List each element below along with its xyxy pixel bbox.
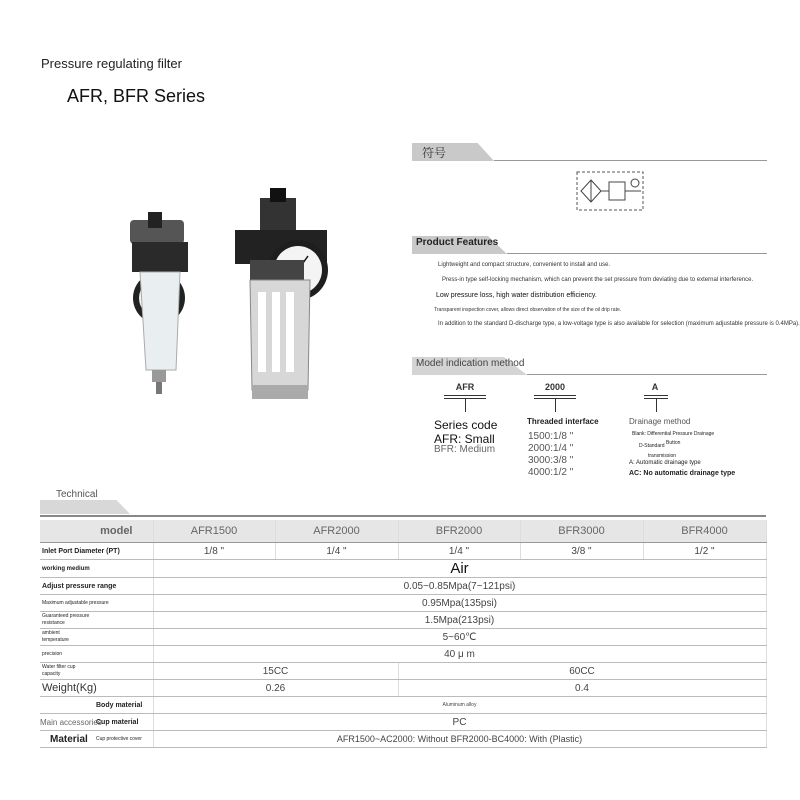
guarantee-sub: resistance bbox=[42, 620, 65, 626]
model-col: AFR1500 bbox=[153, 520, 275, 543]
table-cell: 0.05~0.85Mpa(7~121psi) bbox=[153, 578, 766, 595]
thread-option: 2000:1/4 " bbox=[528, 443, 574, 454]
table-row bbox=[40, 543, 766, 560]
table-cell: 5~60℃ bbox=[153, 629, 766, 646]
model-header: model bbox=[40, 520, 153, 543]
row-label: Inlet Port Diameter (PT) bbox=[40, 543, 153, 560]
table-row bbox=[40, 595, 766, 612]
temp-label: ambient bbox=[42, 630, 60, 636]
table-cell: 1/8 " bbox=[153, 543, 275, 560]
table-cell: 0.95Mpa(135psi) bbox=[153, 595, 766, 612]
row-label: Adjust pressure range bbox=[40, 578, 153, 595]
thread-option: 3000:3/8 " bbox=[528, 455, 574, 466]
model-col: BFR2000 bbox=[398, 520, 520, 543]
row-label: working medium bbox=[40, 560, 153, 578]
symbol-section-header bbox=[412, 143, 767, 161]
drain-ac: AC: No automatic drainage type bbox=[629, 470, 736, 477]
drain-transmission: transmission bbox=[648, 453, 677, 459]
row-label bbox=[40, 629, 153, 646]
table-cell: 0.26 bbox=[153, 680, 398, 697]
temp-sub: temperature bbox=[42, 637, 69, 643]
row-label bbox=[40, 731, 153, 748]
model-col: BFR4000 bbox=[643, 520, 766, 543]
model-code-series: AFR bbox=[455, 382, 475, 392]
table-row bbox=[40, 714, 766, 731]
cup-cover-label: Cup protective cover bbox=[96, 736, 142, 742]
tech-params-title-line1: Technical bbox=[56, 489, 98, 500]
row-label: Maximum adjustable pressure bbox=[40, 595, 153, 612]
feature-item: Transparent inspection cover, allows direct observation of the size of the oil drip rate. bbox=[434, 307, 622, 313]
feature-item: Lightweight and compact structure, convenient to install and use. bbox=[438, 262, 611, 268]
table-cell: 3/8 " bbox=[520, 543, 643, 560]
row-label: Weight(Kg) bbox=[40, 680, 153, 697]
table-cell: AFR1500~AC2000: Without BFR2000-BC4000: With (Plastic) bbox=[153, 731, 766, 748]
model-col: AFR2000 bbox=[275, 520, 398, 543]
cup-material-label: Cup material bbox=[96, 718, 139, 726]
table-row bbox=[40, 663, 766, 680]
table-cell: 60CC bbox=[398, 663, 766, 680]
table-cell: Air bbox=[153, 560, 766, 578]
table-row bbox=[40, 612, 766, 629]
feature-item: Press-in type self-locking mechanism, which can prevent the set pressure from deviating due to external interference. bbox=[442, 277, 754, 283]
body-material-label: Body material bbox=[96, 701, 143, 709]
table-cell: Aluminum alloy bbox=[153, 697, 766, 714]
table-cell: PC bbox=[153, 714, 766, 731]
row-label bbox=[40, 612, 153, 629]
table-cell: 1/2 " bbox=[643, 543, 766, 560]
guarantee-label: Guaranteed pressure bbox=[42, 613, 90, 619]
row-label bbox=[40, 697, 153, 714]
table-row bbox=[40, 731, 766, 748]
product-image bbox=[110, 180, 340, 410]
series-code-small: AFR: Small bbox=[434, 432, 495, 446]
thread-heading: Threaded interface bbox=[527, 417, 599, 426]
row-label: precision bbox=[40, 646, 153, 663]
drain-d-note: Button bbox=[666, 440, 681, 446]
drain-d-standard: D-Standard bbox=[639, 443, 665, 449]
table-row bbox=[40, 629, 766, 646]
table-cell: 0.4 bbox=[398, 680, 766, 697]
model-code-thread: 2000 bbox=[544, 382, 566, 392]
table-cell: 15CC bbox=[153, 663, 398, 680]
model-section-label: Model indication method bbox=[416, 358, 525, 369]
feature-item: In addition to the standard D-discharge type, a low-voltage type is also available for selection (maximum adjustable pressure is 0.4MPa). bbox=[438, 321, 800, 327]
cup-label: Water filter cup bbox=[42, 664, 76, 670]
pneumatic-symbol-icon bbox=[575, 170, 645, 212]
feature-item: Low pressure loss, high water distribution efficiency. bbox=[436, 292, 597, 299]
series-code-medium: BFR: Medium bbox=[434, 444, 496, 455]
page-title: AFR, BFR Series bbox=[67, 86, 206, 106]
material-label: Material bbox=[50, 733, 88, 745]
table-cell: 1/4 " bbox=[398, 543, 520, 560]
table-row bbox=[40, 697, 766, 714]
model-section-header bbox=[412, 357, 767, 375]
spec-table bbox=[40, 520, 767, 748]
table-header-row bbox=[40, 520, 766, 543]
model-code-drain: A bbox=[651, 382, 659, 392]
drain-blank: Blank: Differential Pressure Drainage bbox=[632, 431, 715, 437]
table-row bbox=[40, 578, 766, 595]
afr-unit-image bbox=[130, 212, 188, 394]
model-col: BFR3000 bbox=[520, 520, 643, 543]
drain-heading: Drainage method bbox=[629, 417, 691, 426]
drain-auto: A: Automatic drainage type bbox=[629, 460, 701, 466]
cup-sub: capacity bbox=[42, 671, 61, 677]
accessories-label: Main accessories bbox=[40, 717, 102, 727]
page-subtitle: Pressure regulating filter bbox=[41, 56, 182, 71]
row-label bbox=[40, 714, 153, 731]
features-section-header bbox=[412, 236, 767, 254]
table-row bbox=[40, 680, 766, 697]
table-row bbox=[40, 560, 766, 578]
table-cell: 1/4 " bbox=[275, 543, 398, 560]
series-code-heading: Series code bbox=[434, 418, 498, 432]
bfr-unit-image bbox=[235, 188, 328, 399]
thread-option: 4000:1/2 " bbox=[528, 467, 574, 478]
thread-option: 1500:1/8 " bbox=[528, 431, 574, 442]
features-section-label: Product Features bbox=[416, 237, 499, 248]
table-cell: 1.5Mpa(213psi) bbox=[153, 612, 766, 629]
table-row bbox=[40, 646, 766, 663]
symbol-section-label: 符号 bbox=[422, 146, 447, 160]
table-cell: 40 μ m bbox=[153, 646, 766, 663]
row-label bbox=[40, 663, 153, 680]
